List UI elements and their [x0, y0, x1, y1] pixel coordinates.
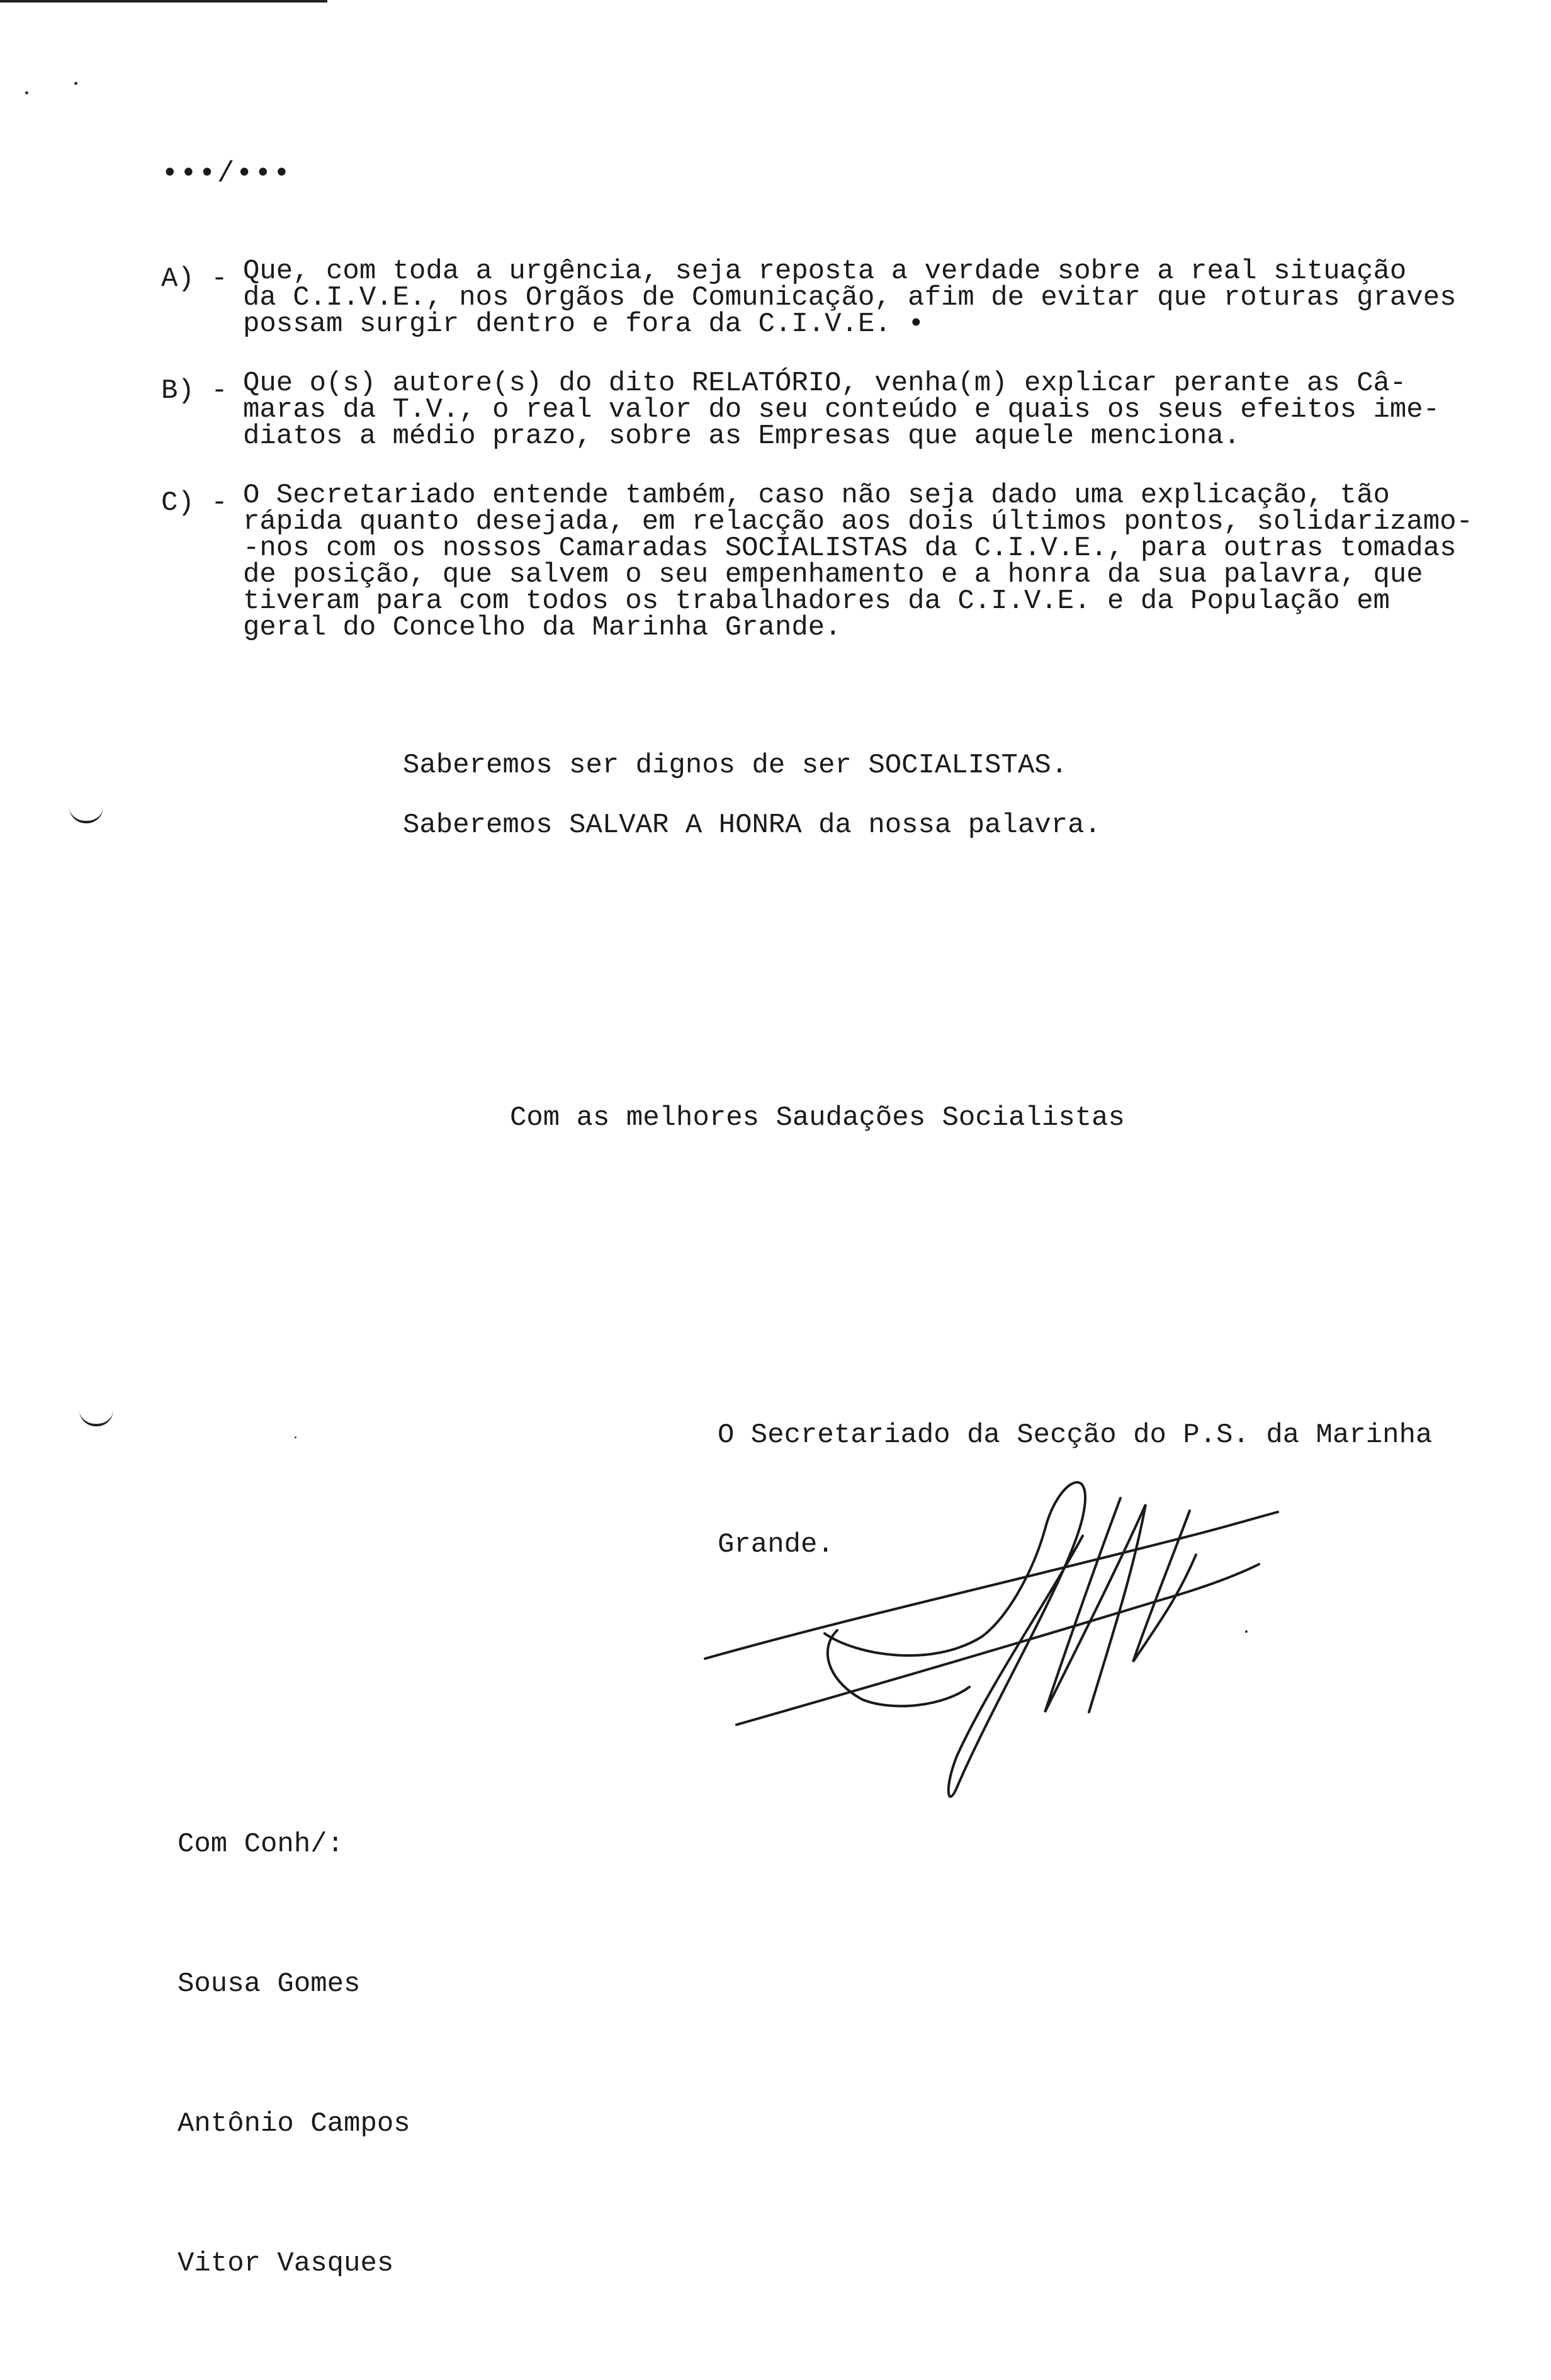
- cc-line: Vitor Vasques: [178, 2248, 394, 2279]
- item-line: -nos com os nossos Camaradas SOCIALISTAS da C.I.V.E., para outras tomadas: [243, 533, 1457, 564]
- margin-mark: [69, 807, 103, 823]
- speck-mark: [74, 82, 77, 85]
- speck-mark: [25, 91, 28, 94]
- item-line: possam surgir dentro e fora da C.I.V.E. •: [243, 308, 925, 340]
- item-line: diatos a médio prazo, sobre as Empresas que aquele menciona.: [243, 420, 1241, 452]
- margin-mark: [79, 1410, 113, 1426]
- item-line: tiveram para com todos os trabalhadores da C.I.V.E. e da População em: [243, 585, 1390, 617]
- sender-line: Grande.: [718, 1529, 834, 1560]
- item-line: Que o(s) autore(s) do dito RELATÓRIO, venha(m) explicar perante as Câ-: [243, 368, 1407, 399]
- handwritten-signature: [692, 1448, 1297, 1800]
- cc-line: Antônio Campos: [178, 2108, 410, 2140]
- motto-line: Saberemos SALVAR A HONRA da nossa palavra.: [403, 809, 1101, 841]
- item-line: maras da T.V., o real valor do seu conteúdo e quais os seus efeitos ime-: [243, 394, 1440, 426]
- signature-stroke: [949, 1482, 1085, 1796]
- signature-stroke: [1133, 1511, 1196, 1662]
- item-marker: C) -: [161, 487, 228, 519]
- item-line: geral do Concelho da Marinha Grande.: [243, 612, 842, 643]
- closing-salutation: Com as melhores Saudações Socialistas: [510, 1102, 1125, 1134]
- item-line: da C.I.V.E., nos Orgãos de Comunicação, afim de evitar que roturas graves: [243, 282, 1457, 313]
- signature-stroke: [705, 1512, 1278, 1659]
- signature-stroke: [1045, 1498, 1146, 1712]
- signature-stroke: [825, 1530, 1045, 1655]
- item-line: O Secretariado entende também, caso não seja dado uma explicação, tão: [243, 480, 1390, 511]
- cc-block: [178, 1728, 410, 2380]
- cc-line: Sousa Gomes: [178, 1968, 361, 2000]
- cc-line: Com Conh/:: [178, 1829, 344, 1860]
- item-line: de posição, que salvem o seu empenhamento e a honra da sua palavra, que: [243, 559, 1423, 590]
- item-marker: A) -: [161, 263, 228, 295]
- item-line: Que, com toda a urgência, seja reposta a verdade sobre a real situação: [243, 256, 1407, 287]
- signature-stroke: [828, 1630, 969, 1706]
- top-rule: [0, 0, 327, 3]
- item-marker: B) -: [161, 375, 228, 407]
- continuation-mark: •••/•••: [161, 157, 292, 190]
- sender-line: O Secretariado da Secção do P.S. da Marinha: [718, 1419, 1433, 1451]
- speck-mark: [295, 1436, 296, 1438]
- motto-line: Saberemos ser dignos de ser SOCIALISTAS.: [403, 750, 1068, 781]
- item-line: rápida quanto desejada, em relacção aos dois últimos pontos, solidarizamo-: [243, 506, 1473, 538]
